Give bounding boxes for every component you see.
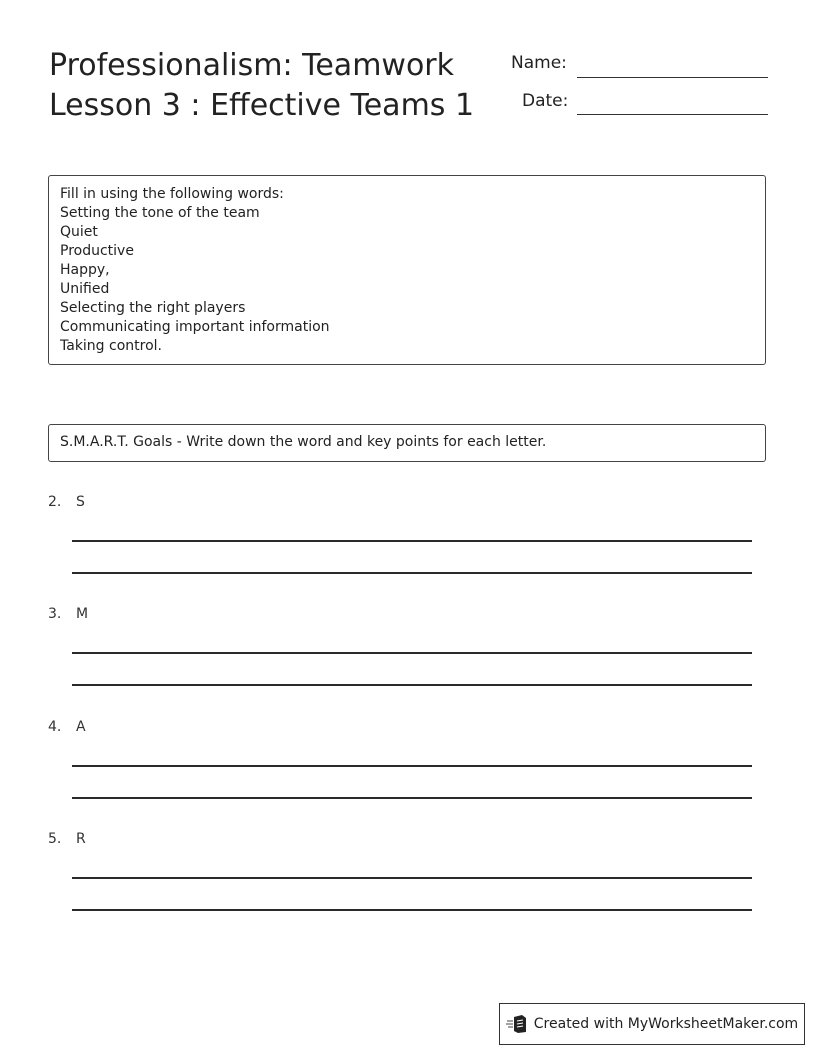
lesson-subtitle: Lesson 3 : Effective Teams 1	[49, 88, 475, 123]
word-bank-item: Productive	[60, 243, 134, 259]
question-letter: A	[76, 719, 86, 735]
date-field[interactable]	[577, 114, 768, 115]
question-number: 5.	[48, 831, 62, 847]
question-number: 2.	[48, 494, 62, 510]
word-bank-item: Setting the tone of the team	[60, 205, 260, 221]
smart-goals-instruction: S.M.A.R.T. Goals - Write down the word and key points for each letter.	[60, 434, 547, 450]
answer-line[interactable]	[72, 909, 752, 911]
footer-credit[interactable]	[499, 1003, 805, 1045]
question-number: 4.	[48, 719, 62, 735]
answer-line[interactable]	[72, 652, 752, 654]
answer-line[interactable]	[72, 540, 752, 542]
word-bank-instruction: Fill in using the following words:	[60, 186, 284, 202]
answer-line[interactable]	[72, 797, 752, 799]
question-letter: S	[76, 494, 85, 510]
name-label: Name:	[511, 53, 567, 73]
answer-line[interactable]	[72, 572, 752, 574]
word-bank-item: Taking control.	[60, 338, 162, 354]
answer-line[interactable]	[72, 684, 752, 686]
date-label: Date:	[522, 91, 569, 111]
question-number: 3.	[48, 606, 62, 622]
worksheet-logo-icon	[506, 1014, 528, 1034]
question-letter: M	[76, 606, 89, 622]
answer-line[interactable]	[72, 877, 752, 879]
word-bank-item: Quiet	[60, 224, 98, 240]
worksheet-title: Professionalism: Teamwork	[49, 48, 455, 83]
footer-text: Created with MyWorksheetMaker.com	[533, 1016, 799, 1032]
answer-line[interactable]	[72, 765, 752, 767]
name-field[interactable]	[577, 77, 768, 78]
word-bank-item: Unified	[60, 281, 110, 297]
word-bank-item: Selecting the right players	[60, 300, 246, 316]
question-letter: R	[76, 831, 86, 847]
word-bank-box	[48, 175, 766, 365]
smart-goals-instruction-box	[48, 424, 766, 462]
word-bank-item: Happy,	[60, 262, 110, 278]
word-bank-item: Communicating important information	[60, 319, 330, 335]
